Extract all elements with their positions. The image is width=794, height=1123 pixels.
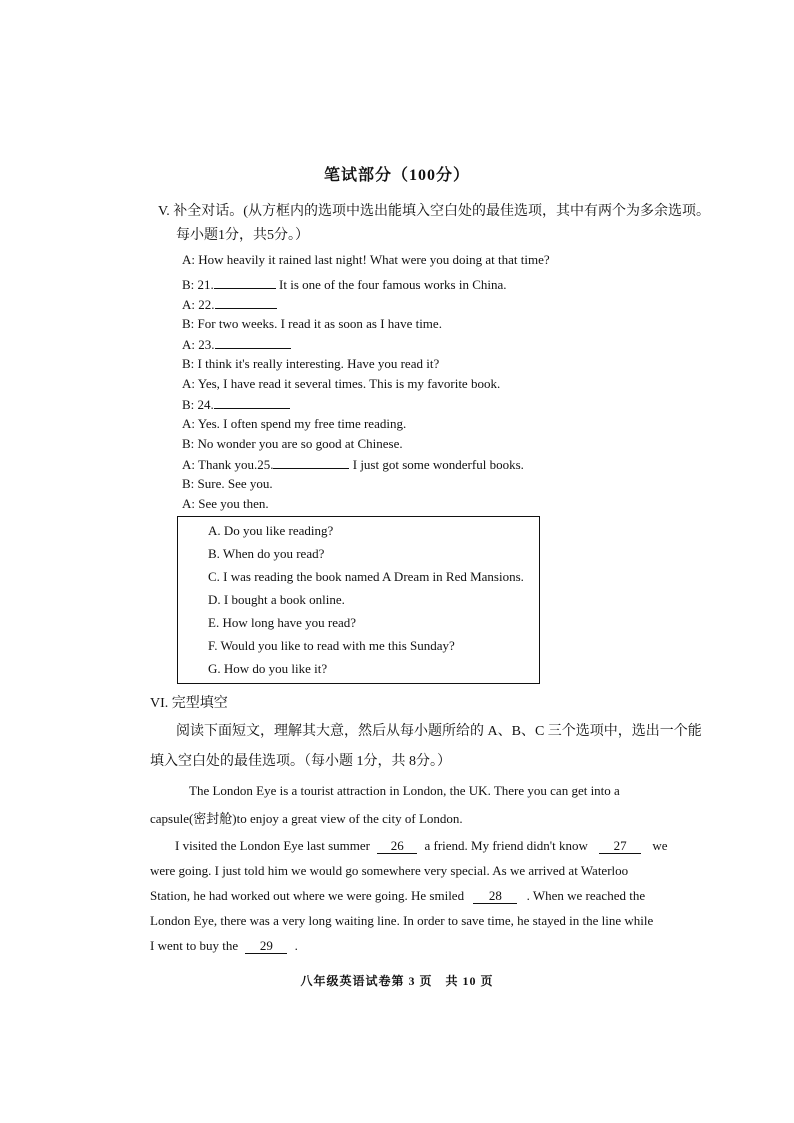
dialogue-line — [182, 456, 524, 473]
passage-text: Station, he had worked out where we were going. He smiled — [150, 888, 465, 903]
page-footer: 八年级英语试卷第 3 页 共 10 页 — [300, 974, 494, 988]
dialogue-line — [182, 436, 403, 452]
dialogue-text: B: 21. — [182, 277, 214, 292]
answer-blank[interactable] — [214, 276, 276, 289]
option-b: B. When do you read? — [208, 546, 325, 561]
dialogue-text: A: 23. — [182, 337, 215, 352]
passage-text: a friend. My friend didn't know — [424, 838, 588, 853]
answer-blank[interactable] — [273, 456, 349, 469]
dialogue-line — [182, 376, 500, 392]
section-6-instruction: 填入空白处的最佳选项。（每小题 1分，共 8分。） — [150, 754, 451, 769]
section-5-heading: V. 补全对话。(从方框内的选项中选出能填入空白处的最佳选项，其中有两个为多余选项。 — [158, 204, 710, 219]
dialogue-line — [182, 276, 507, 293]
passage-line — [175, 838, 668, 854]
option-g: G. How do you like it? — [208, 661, 328, 676]
dialogue-line — [182, 496, 269, 512]
option-a: A. Do you like reading? — [208, 523, 334, 538]
answer-blank[interactable] — [215, 336, 291, 349]
dialogue-text: A: 22. — [182, 297, 215, 312]
passage-text: I visited the London Eye last summer — [175, 838, 370, 853]
options-box — [177, 516, 540, 684]
passage-text: . — [294, 938, 298, 953]
answer-blank[interactable] — [214, 396, 290, 409]
dialogue-text: A: Thank you.25. — [182, 457, 274, 472]
option-c: C. I was reading the book named A Dream in Red Mansions. — [208, 569, 524, 584]
passage-line: were going. I just told him we would go somewhere very special. As we arrived at Waterloo — [150, 863, 629, 878]
dialogue-line — [182, 476, 273, 492]
blank-28[interactable]: 28 — [473, 889, 517, 904]
dialogue-text: A: Yes, I have read it several times. This is my favorite book. — [182, 376, 501, 391]
dialogue-text: B: Sure. See you. — [182, 476, 273, 491]
passage-line — [150, 938, 298, 954]
blank-27[interactable]: 27 — [599, 839, 641, 854]
option-d: D. I bought a book online. — [208, 592, 345, 607]
passage-line: The London Eye is a tourist attraction in London, the UK. There you can get into a — [189, 783, 620, 798]
dialogue-text: B: 24. — [182, 397, 214, 412]
dialogue-line — [182, 336, 291, 353]
passage-line: London Eye, there was a very long waiting line. In order to save time, he stayed in the line while — [150, 913, 654, 928]
dialogue-line — [182, 316, 442, 332]
section-6-instruction: 阅读下面短文，理解其大意，然后从每小题所给的 A、B、C 三个选项中，选出一个能 — [176, 724, 702, 739]
dialogue-line — [182, 356, 439, 372]
passage-text: we — [652, 838, 668, 853]
dialogue-text: B: I think it's really interesting. Have you read it? — [182, 356, 440, 371]
option-e: E. How long have you read? — [208, 615, 357, 630]
dialogue-text: I just got some wonderful books. — [349, 457, 524, 472]
passage-text: I went to buy the — [150, 938, 239, 953]
dialogue-text: A: Yes. I often spend my free time reading. — [182, 416, 407, 431]
dialogue-line — [182, 396, 290, 413]
passage-text: . When we reached the — [526, 888, 646, 903]
dialogue-text: It is one of the four famous works in China. — [275, 277, 507, 292]
blank-26[interactable]: 26 — [377, 839, 417, 854]
dialogue-text: A: How heavily it rained last night! What were you doing at that time? — [182, 252, 550, 267]
dialogue-line — [182, 416, 406, 432]
option-f: F. Would you like to read with me this Sunday? — [208, 638, 455, 653]
dialogue-text: B: For two weeks. I read it as soon as I have time. — [182, 316, 442, 331]
passage-line — [150, 888, 645, 904]
page-title: 笔试部分（100分） — [323, 167, 470, 184]
dialogue-text: B: No wonder you are so good at Chinese. — [182, 436, 403, 451]
dialogue-line — [182, 296, 277, 313]
dialogue-text: A: See you then. — [182, 496, 269, 511]
passage-line: capsule(密封舱)to enjoy a great view of the city of London. — [150, 811, 463, 826]
dialogue-line — [182, 252, 550, 268]
section-5-subheading: 每小题1分，共5分。） — [176, 228, 309, 243]
section-6-heading: VI. 完型填空 — [150, 696, 228, 711]
blank-29[interactable]: 29 — [245, 939, 287, 954]
answer-blank[interactable] — [215, 296, 277, 309]
